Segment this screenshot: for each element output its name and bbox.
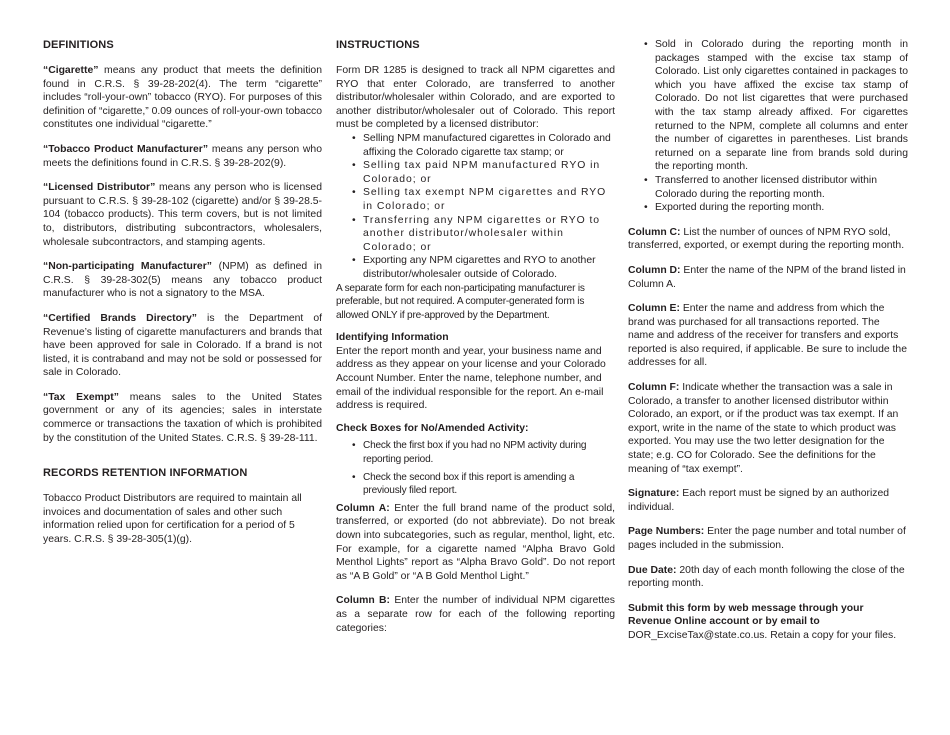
list-item: • Selling tax exempt NPM cigarettes and RYO in Colorado; or: [336, 186, 615, 213]
list-item: • Check the second box if this report is amending a previously filed report.: [336, 471, 615, 498]
licensed-distributor-activities-list: [336, 132, 615, 282]
check-boxes-list: [336, 439, 615, 497]
page-numbers-instructions: Page Numbers: Enter the page number and total number of pages included in the submission.: [628, 526, 906, 551]
check-boxes-heading: Check Boxes for No/Amended Activity:: [336, 422, 529, 434]
separate-form-note: A separate form for each non-participating manufacturer is preferable, but not required. A computer-generated form is allowed ONLY if pre-approved by the Department.: [336, 282, 585, 321]
signature-instructions: Signature: Each report must be signed by an authorized individual.: [628, 488, 890, 513]
definition-cigarette: “Cigarette” means any product that meets the definition found in C.R.S. § 39-28-202(4). The term “cigarette” includes “roll-your-own” tobacco (RYO). For purposes of this definition of “cigarette,” 0.09 ounces of roll-your-own tobacco constitutes one individual “cigarette.”: [43, 65, 322, 131]
list-item: • Selling tax paid NPM manufactured RYO in Colorado; or: [336, 159, 615, 186]
list-item: • Transferring any NPM cigarettes or RYO to another distributor/wholesaler within Colorado; or: [336, 214, 615, 255]
column-e-instructions: Column E: Enter the name and address from which the brand was purchased for all transactions reported. The name and address of the receiver for transfers and exports reported is also required, if applicable. Be sure to include the addresses for all.: [628, 303, 907, 369]
definitions-heading: DEFINITIONS: [43, 39, 114, 51]
list-item: • Transferred to another licensed distributor within Colorado during the reporting month.: [628, 174, 908, 201]
column-b-instructions: Column B: Enter the number of individual NPM cigarettes as a separate row for each of the following reporting categories:: [336, 595, 615, 634]
instructions-heading: INSTRUCTIONS: [336, 39, 420, 51]
definition-certified-brands-directory: “Certified Brands Directory” is the Department of Revenue’s listing of cigarette manufacturers and brands that have been approved for sale in Colorado. If a brand is not listed, it is contraband and may not be sold or possessed for sale in Colorado.: [43, 312, 323, 379]
definition-licensed-distributor: “Licensed Distributor” means any person who is licensed pursuant to C.R.S. § 39-28-102 (cigarette) and/or § 39-28.5-104 (tobacco products). This term covers, but is not limited to, distributors, distributing subcontractors, wholesalers, wholesale subcontractors, and stamping agents.: [43, 182, 322, 248]
identifying-information-heading: Identifying Information: [336, 332, 449, 344]
list-item: • Selling NPM manufactured cigarettes in Colorado and affixing the Colorado cigarette tax stamp; or: [336, 132, 615, 159]
definition-tax-exempt: “Tax Exempt” means sales to the United States government or any of its agencies; sales in interstate commerce or transactions the taxation of which is prohibited by the constitution of the United States. C.R.S. § 39-28-111.: [43, 391, 322, 444]
list-item: • Exporting any NPM cigarettes and RYO to another distributor/wholesaler outside of Colorado.: [336, 254, 615, 281]
records-retention-text: Tobacco Product Distributors are required to maintain all invoices and documentation of sales and other such information relied upon for certification for a period of 5 years. C.R.S. § 39-28-305(1)(g).: [43, 493, 302, 546]
definitions-column: [43, 38, 322, 547]
instructions-column: [336, 38, 615, 635]
column-d-instructions: Column D: Enter the name of the NPM of the brand listed in Column A.: [628, 264, 906, 290]
column-b-categories-list: [628, 38, 908, 215]
instructions-intro: Form DR 1285 is designed to track all NPM cigarettes and RYO that enter Colorado, are transferred to another distributor/wholesaler within Colorado, and are exported to another distributor/wholesaler out of Colorado. This report must be completed by a licensed distributor:: [336, 65, 615, 131]
submission-instructions: Submit this form by web message through your Revenue Online account or by email to DOR_ExciseTax@state.co.us. Retain a copy for your files.: [628, 602, 897, 641]
identifying-information-text: Enter the report month and year, your business name and address as they appear on your license and your Colorado Account Number. Enter the name, telephone number, and email of the individual responsible for the report. An e-mail address is required.: [336, 345, 606, 412]
list-item: • Exported during the reporting month.: [628, 201, 908, 215]
list-item: • Check the first box if you had no NPM activity during reporting period.: [336, 439, 615, 466]
definition-non-participating-manufacturer: “Non-participating Manufacturer” (NPM) as defined in C.R.S. § 39-28-302(5) means any tobacco product manufacturer who is not a signatory to the MSA.: [43, 261, 322, 300]
column-details-column: [628, 38, 908, 643]
list-item: • Sold in Colorado during the reporting month in packages stamped with the excise tax stamp of Colorado. List only cigarettes contained in packages to which you have affixed the excise tax stamp of Colorado. Do not list cigarettes that were purchased with the tax stamp already affixed. For cigarettes returned to the NPM, complete all columns and enter the number of cigarettes in parentheses. List brands returned on a separate line from brands sold during the reporting month.: [628, 38, 908, 174]
records-retention-heading: RECORDS RETENTION INFORMATION: [43, 467, 248, 480]
column-a-instructions: Column A: Enter the full brand name of the product sold, transferred, or exported (do not abbreviate). Do not break down into subcategories, such as regular, menthol, light, etc. For example, for a cigarette named “Alpha Bravo Gold Menthol Lights” report as “Alpha Bravo Gold”. Do not report as “A B Gold” or “A B Gold Menthol Light.”: [336, 502, 616, 582]
column-c-instructions: Column C: List the number of ounces of NPM RYO sold, transferred, exported, or exempt during the reporting month.: [628, 226, 905, 252]
due-date-instructions: Due Date: 20th day of each month following the close of the reporting month.: [628, 564, 905, 590]
column-f-instructions: Column F: Indicate whether the transaction was a sale in Colorado, a transfer to another licensed distributor within Colorado, an export, or if the product was tax exempt. If an export, write in the name of the state to which product was exported. You may use the two letter designation for the state; e.g. CO for Colorado. See the definitions for the meaning of “tax exempt”.: [628, 382, 899, 475]
definition-tobacco-product-manufacturer: “Tobacco Product Manufacturer” means any person who meets the definitions found in C.R.S. § 39-28-202(9).: [43, 143, 322, 169]
